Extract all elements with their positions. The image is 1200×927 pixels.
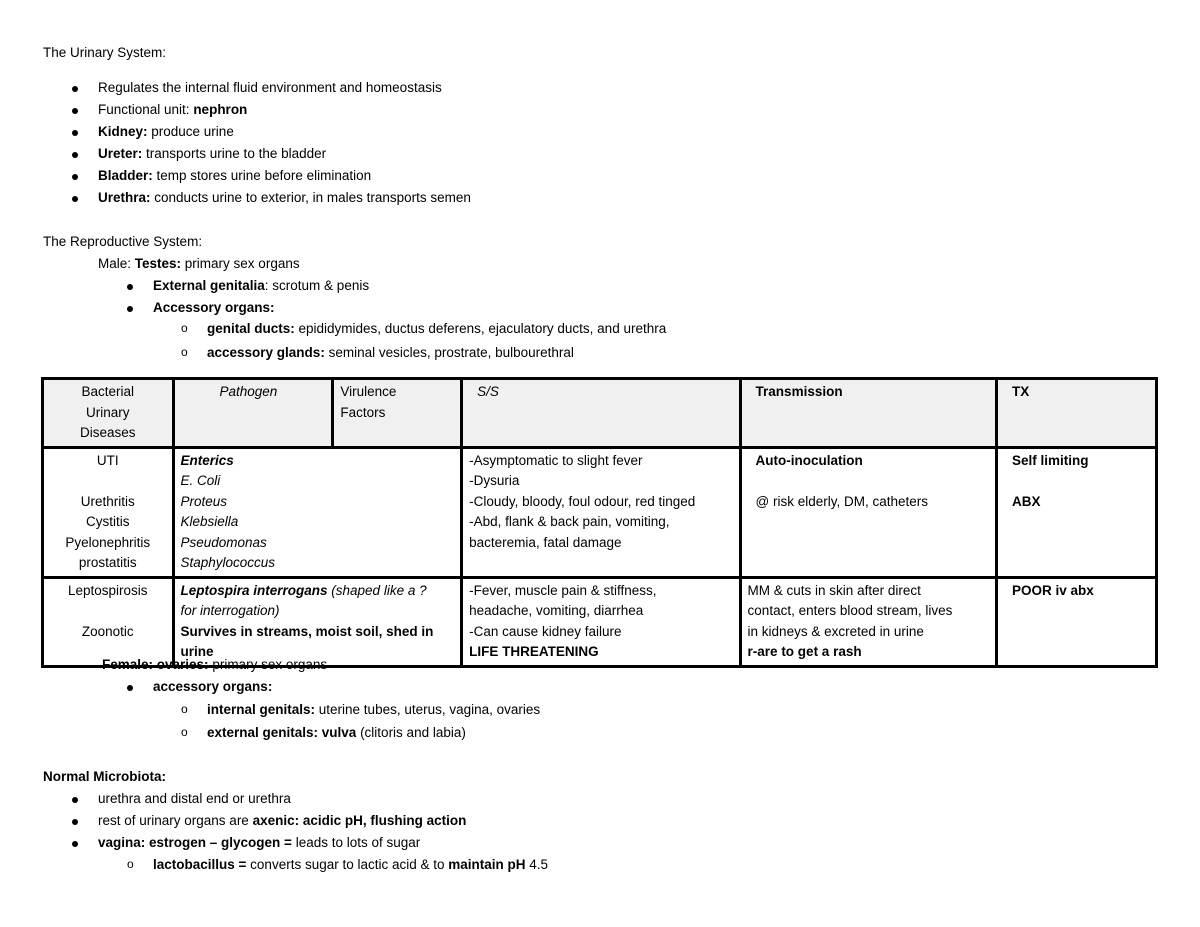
bullet-icon <box>72 174 78 180</box>
cell-transmission: Auto-inoculation @ risk elderly, DM, catheters <box>740 447 996 577</box>
cell-disease: UTI Urethritis Cystitis Pyelonephritis prostatitis <box>43 447 174 577</box>
cell-tx: Self limiting ABX <box>996 447 1156 577</box>
header-transmission: Transmission <box>740 379 996 448</box>
circle-bullet-icon: o <box>181 725 188 739</box>
bullet-icon <box>72 108 78 114</box>
reproductive-heading: The Reproductive System: <box>43 234 203 249</box>
header-diseases: Bacterial Urinary Diseases <box>43 379 174 448</box>
list-item: accessory organs: <box>153 679 273 694</box>
list-item: Ureter: transports urine to the bladder <box>98 146 327 161</box>
bullet-icon <box>72 196 78 202</box>
microbiota-heading: Normal Microbiota: <box>43 769 167 784</box>
bullet-icon <box>127 306 133 312</box>
header-ss: S/S <box>462 379 740 448</box>
list-item: internal genitals: uterine tubes, uterus, vagina, ovaries <box>207 702 541 717</box>
list-item: rest of urinary organs are axenic: acidic pH, flushing action <box>98 813 467 828</box>
bullet-icon <box>127 685 133 691</box>
bullet-icon <box>72 130 78 136</box>
cell-pathogen: Enterics E. Coli Proteus Klebsiella Pseudomonas Staphylococcus <box>173 447 462 577</box>
list-item: Regulates the internal fluid environment and homeostasis <box>98 80 442 95</box>
list-item: vagina: estrogen – glycogen = leads to lots of sugar <box>98 835 421 850</box>
bullet-icon <box>72 152 78 158</box>
list-item: genital ducts: epididymides, ductus deferens, ejaculatory ducts, and urethra <box>207 321 667 336</box>
table-row <box>43 447 1157 577</box>
list-item: Accessory organs: <box>153 300 275 315</box>
table-header-row <box>43 379 1157 448</box>
list-item: accessory glands: seminal vesicles, prostrate, bulbourethral <box>207 345 574 360</box>
female-line: Female: ovaries: primary sex organs <box>102 657 328 672</box>
list-item: urethra and distal end or urethra <box>98 791 291 806</box>
header-pathogen: Pathogen <box>173 379 333 448</box>
cell-ss: -Fever, muscle pain & stiffness, headache, vomiting, diarrhea -Can cause kidney failure LIFE THREATENING <box>462 577 740 666</box>
cell-ss: -Asymptomatic to slight fever -Dysuria -Cloudy, bloody, foul odour, red tinged -Abd, flank & back pain, vomiting, bacteremia, fatal damage <box>462 447 740 577</box>
male-line: Male: Testes: primary sex organs <box>98 256 300 271</box>
table-row <box>43 577 1157 666</box>
urinary-heading: The Urinary System: <box>43 45 167 60</box>
list-item: Urethra: conducts urine to exterior, in males transports semen <box>98 190 471 205</box>
cell-transmission: MM & cuts in skin after direct contact, enters blood stream, lives in kidneys & excreted in urine r-are to get a rash <box>740 577 996 666</box>
cell-tx: POOR iv abx <box>996 577 1156 666</box>
bullet-icon <box>72 797 78 803</box>
circle-bullet-icon: o <box>181 702 188 716</box>
list-item: Kidney: produce urine <box>98 124 234 139</box>
cell-pathogen: Leptospira interrogans (shaped like a ? for interrogation) Survives in streams, moist soil, shed in urine <box>173 577 462 666</box>
bullet-icon <box>72 841 78 847</box>
bullet-icon <box>72 86 78 92</box>
header-tx: TX <box>996 379 1156 448</box>
list-item: External genitalia: scrotum & penis <box>153 278 370 293</box>
list-item: Functional unit: nephron <box>98 102 248 117</box>
bullet-icon <box>127 284 133 290</box>
header-virulence: Virulence Factors <box>333 379 462 448</box>
list-item: Bladder: temp stores urine before elimination <box>98 168 372 183</box>
cell-disease: Leptospirosis Zoonotic <box>43 577 174 666</box>
circle-bullet-icon: o <box>181 345 188 359</box>
list-item: lactobacillus = converts sugar to lactic acid & to maintain pH 4.5 <box>153 857 549 872</box>
circle-bullet-icon: o <box>181 321 188 335</box>
bacterial-diseases-table <box>41 377 1158 668</box>
list-item: external genitals: vulva (clitoris and labia) <box>207 725 466 740</box>
circle-bullet-icon: o <box>127 857 134 871</box>
bullet-icon <box>72 819 78 825</box>
